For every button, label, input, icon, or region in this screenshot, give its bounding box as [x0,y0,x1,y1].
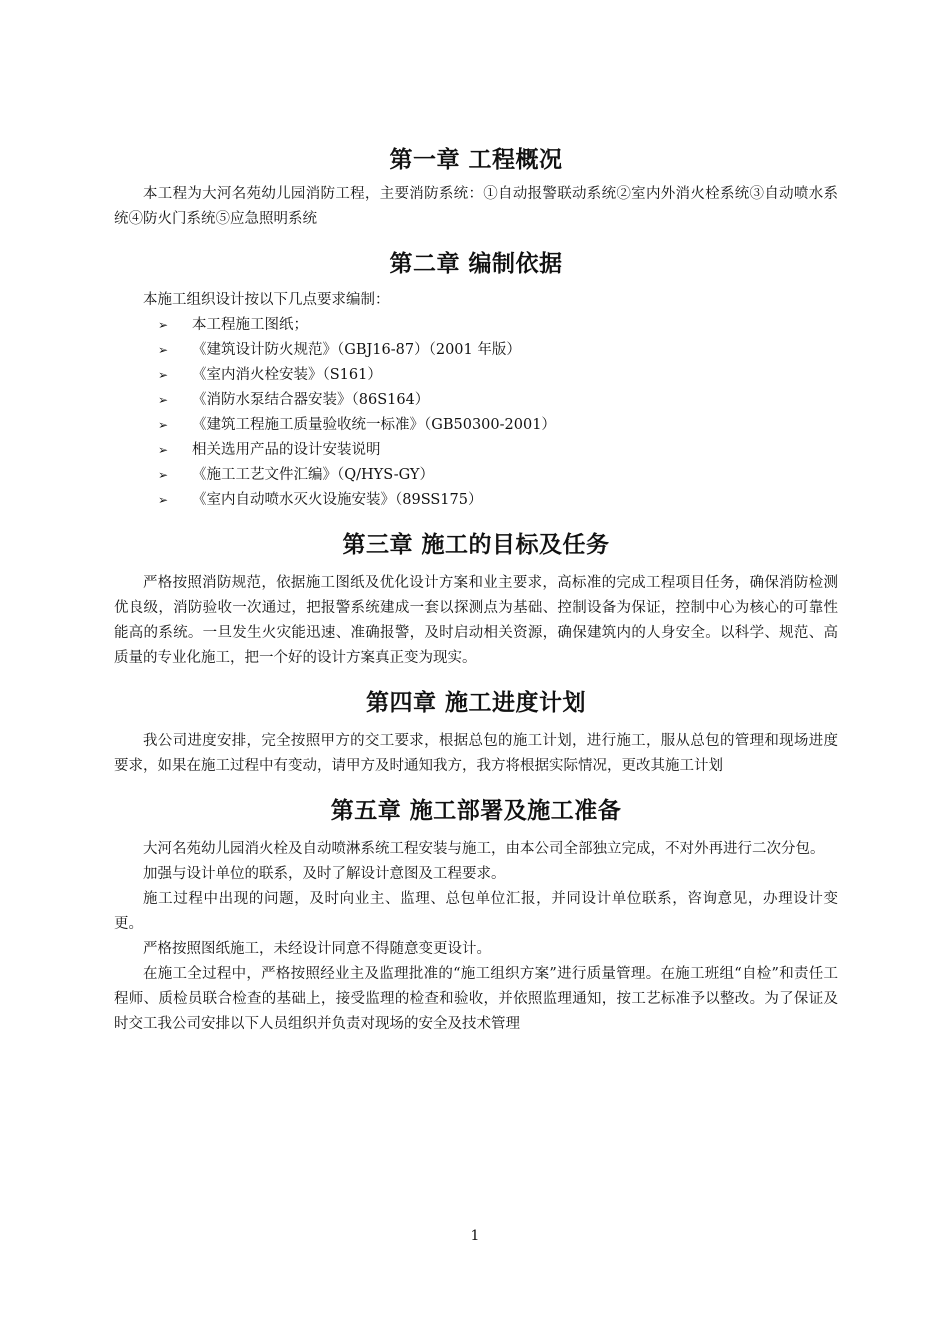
bullet-arrow-icon: ➢ [158,468,169,482]
list-item-text: 《建筑设计防火规范》（GBJ16-87）（2001 年版） [192,342,521,358]
list-item-text: 《室内自动喷水灭火设施安装》（89SS175） [192,492,483,508]
list-item [158,438,838,463]
page-number: 1 [470,1228,480,1244]
list-item-text: 本工程施工图纸； [192,317,308,333]
list-item-text: 《施工工艺文件汇编》（Q/HYS-GY） [192,467,435,483]
list-item-text: 《室内消火栓安装》（S161） [192,367,382,383]
bullet-arrow-icon: ➢ [158,443,169,457]
list-item-text: 《建筑工程施工质量验收统一标准》（GB50300-2001） [192,417,556,433]
chapter-5-title: 第五章 施工部署及施工准备 [330,798,622,824]
list-item [158,338,838,363]
chapter-5-paragraph-2: 加强与设计单位的联系，及时了解设计意图及工程要求。 [143,866,506,882]
list-item [158,488,838,513]
bullet-arrow-icon: ➢ [158,493,169,507]
bullet-arrow-icon: ➢ [158,368,169,382]
list-item [158,413,838,438]
list-item-text: 相关选用产品的设计安装说明 [192,442,381,458]
bullet-arrow-icon: ➢ [158,393,169,407]
bullet-arrow-icon: ➢ [158,318,169,332]
chapter-2-title: 第二章 编制依据 [389,251,563,277]
document-body [114,140,838,1037]
chapter-5-paragraph-5: 在施工全过程中，严格按照经业主及监理批准的“施工组织方案”进行质量管理。在施工班组“自检”和责任工程师、质检员联合检查的基础上，接受监理的检查和验收，并依照监理通知，按工艺标准予以整改。为了保证及时交工我公司安排以下人员组织并负责对现场的安全及技术管理 [114,966,838,1032]
basis-list [114,313,838,513]
bullet-arrow-icon: ➢ [158,418,169,432]
chapter-4-paragraph: 我公司进度安排，完全按照甲方的交工要求，根据总包的施工计划，进行施工，服从总包的管理和现场进度要求，如果在施工过程中有变动，请甲方及时通知我方，我方将根据实际情况，更改其施工计划 [114,733,838,774]
chapter-5-paragraph-3: 施工过程中出现的问题，及时向业主、监理、总包单位汇报，并同设计单位联系，咨询意见，办理设计变更。 [114,891,838,932]
chapter-1-title: 第一章 工程概况 [389,147,563,173]
chapter-1-paragraph: 本工程为大河名苑幼儿园消防工程，主要消防系统：①自动报警联动系统②室内外消火栓系统③自动喷水系统④防火门系统⑤应急照明系统 [114,186,838,227]
list-item [158,463,838,488]
list-item [158,313,838,338]
chapter-2-intro: 本施工组织设计按以下几点要求编制： [143,292,390,308]
chapter-5-paragraph-4: 严格按照图纸施工，未经设计同意不得随意变更设计。 [143,941,491,957]
list-item-text: 《消防水泵结合器安装》（86S164） [192,392,430,408]
chapter-3-paragraph: 严格按照消防规范，依据施工图纸及优化设计方案和业主要求，高标准的完成工程项目任务，确保消防检测优良级，消防验收一次通过，把报警系统建成一套以探测点为基础、控制设备为保证，控制中心为核心的可靠性能高的系统。一旦发生火灾能迅速、准确报警，及时启动相关资源，确保建筑内的人身安全。以科学、规范、高质量的专业化施工，把一个好的设计方案真正变为现实。 [114,575,838,666]
chapter-5-paragraph-1: 大河名苑幼儿园消火栓及自动喷淋系统工程安装与施工，由本公司全部独立完成，不对外再进行二次分包。 [143,841,825,857]
bullet-arrow-icon: ➢ [158,343,169,357]
list-item [158,363,838,388]
chapter-3-title: 第三章 施工的目标及任务 [342,532,610,558]
list-item [158,388,838,413]
chapter-4-title: 第四章 施工进度计划 [365,690,586,716]
